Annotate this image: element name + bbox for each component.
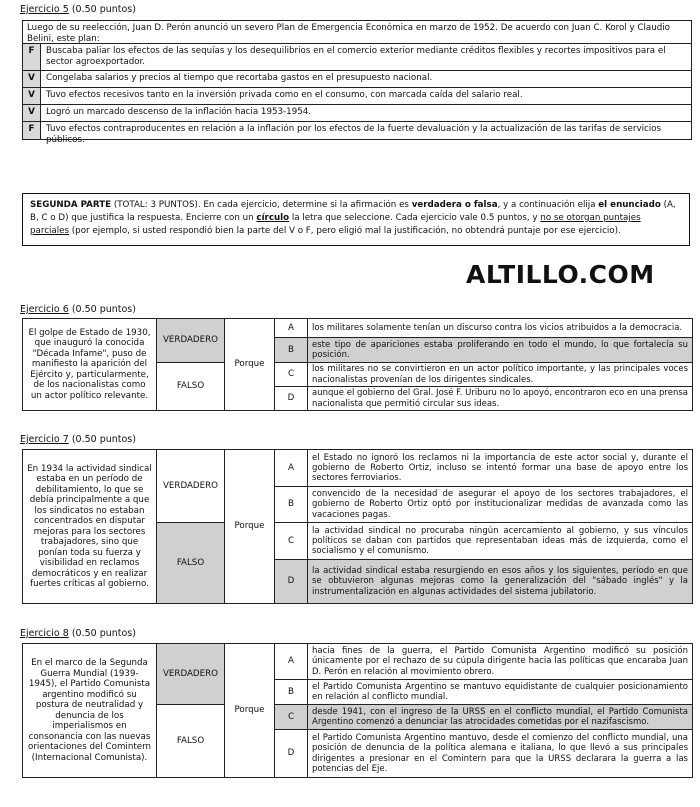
ex8-option-d: el Partido Comunista Argentino mantuvo, desde el comienzo del conflicto mundial, una posición de denuncia de la política alemana e italiana, lo que llevó a sus principales dirigentes a presionar en el Comintern para que la URSS declarara la guerra a las potencias del Eje. [308,730,693,778]
ex5-text: Buscaba paliar los efectos de las sequías y los desequilibrios en el comercio exterior mediante créditos flexibles y recortes impositivos para el sector agroexportador. [46,46,666,67]
falso-option[interactable]: FALSO [157,363,225,411]
ex5-row [23,71,691,88]
ex7-option-b: convencido de la necesidad de asegurar el apoyo de los sectores trabajadores, el gobierno de Roberto Ortiz optó por institucionalizar medidas de avanzada como las vacaciones pagas. [308,487,693,523]
ex5-row [23,105,691,122]
ex5-row [23,88,691,105]
ex5-text: Logró un marcado descenso de la inflación hacia 1953-1954. [46,107,312,117]
ex5-text: Congelaba salarios y precios al tiempo que recortaba gastos en el presupuesto nacional. [46,73,433,83]
letter-d[interactable]: D [275,560,308,604]
ex5-vf: F [23,122,41,139]
letter-b[interactable]: B [275,487,308,523]
ex5-text: Tuvo efectos contraproducentes en relación a la inflación por los efectos de la fuerte devaluación y la actualización de las tarifas de servicios públicos. [46,124,662,145]
watermark-logo: ALTILLO.COM [466,260,655,289]
ex5-text: Tuvo efectos recesivos tanto en la inversión privada como en el consumo, con marcada caída del salario real. [46,90,523,100]
letter-d[interactable]: D [275,730,308,778]
ex7-statement: En 1934 la actividad sindical estaba en un período de debilitamiento, lo que se debía principalmente a que los sindicatos no estaban concentrados en disputar mejoras para los sectores trabajadores, sino que ponían toda su fuerza y visibilidad en reclamos democráticos y en realizar fuertes críticas al gobierno. [23,450,157,604]
porque-label: Porque [225,450,275,604]
ex8-option-b: el Partido Comunista Argentino se mantuvo equidistante de cualquier posicionamiento en relación al conflicto mundial. [308,680,693,705]
ex5-title: Ejercicio 5 (0.50 puntos) [20,4,136,15]
letter-c[interactable]: C [275,705,308,730]
verdadero-option[interactable]: VERDADERO [157,450,225,523]
letter-a[interactable]: A [275,450,308,487]
ex5-box [22,20,692,145]
ex7-option-d: la actividad sindical estaba resurgiendo en esos años y los siguientes, período en que se obtuvieron algunas mejoras como la generalización del "sábado inglés" y la instrumentalización en algunas actividades del sistema jubilatorio. [308,560,693,604]
ex5-row [23,122,691,145]
ex5-intro: Luego de su reelección, Juan D. Perón anunció un severo Plan de Emergencia Económica en marzo de 1952. De acuerdo con Juan C. Korol y Claudio Belini, este plan: [23,21,691,44]
ex5-row [23,44,691,71]
falso-option[interactable]: FALSO [157,705,225,778]
instructions-box: SEGUNDA PARTE (TOTAL: 3 PUNTOS). En cada ejercicio, determine si la afirmación es verdadera o falsa, y a continuación elija el enunciado (A, B, C o D) que justifica la respuesta. Encierre con un círculo la letra que seleccione. Cada ejercicio vale 0.5 puntos, y no se otorgan puntajes parciales (por ejemplo, si usted respondió bien la parte del V o F, pero eligió mal la justificación, no obtendrá puntaje por ese ejercicio). [22,193,690,246]
ex5-vf: V [23,71,41,87]
letter-d[interactable]: D [275,387,308,411]
ex8-option-c: desde 1941, con el ingreso de la URSS en el conflicto mundial, el Partido Comunista Argentino comenzó a denunciar las atrocidades cometidas por el nazifascismo. [308,705,693,730]
ex6-table [22,318,693,411]
ex6-title: Ejercicio 6 (0.50 puntos) [20,304,136,315]
porque-label: Porque [225,644,275,778]
ex7-table [22,449,693,604]
letter-a[interactable]: A [275,644,308,680]
letter-b[interactable]: B [275,338,308,363]
ex7-title: Ejercicio 7 (0.50 puntos) [20,434,136,445]
ex5-vf: V [23,88,41,104]
ex8-title: Ejercicio 8 (0.50 puntos) [20,628,136,639]
ex5-vf: F [23,44,41,70]
ex5-vf: V [23,105,41,121]
ex6-option-d: aunque el gobierno del Gral. José F. Uriburu no lo apoyó, encontraron eco en una prensa nacionalista que permitió circular sus ideas. [308,387,693,411]
ex6-statement: El golpe de Estado de 1930, que inauguró la conocida "Década Infame", puso de manifiesto la aparición del Ejército y, particularmente, de los nacionalistas como un actor político relevante. [23,319,157,411]
verdadero-option[interactable]: VERDADERO [157,319,225,363]
porque-label: Porque [225,319,275,411]
ex6-option-a: los militares solamente tenían un discurso contra los vicios atribuidos a la democracia. [308,319,693,338]
ex8-statement: En el marco de la Segunda Guerra Mundial (1939-1945), el Partido Comunista argentino modificó su postura de neutralidad y denuncia de los imperialismos en consonancia con las nuevas orientaciones del Comintern (Internacional Comunista). [23,644,157,778]
ex8-option-a: hacia fines de la guerra, el Partido Comunista Argentino modificó su posición únicamente por el rechazo de su cúpula dirigente hacia las políticas que encaraba Juan D. Perón en relación al movimiento obrero. [308,644,693,680]
ex8-table [22,643,693,778]
letter-c[interactable]: C [275,363,308,387]
verdadero-option[interactable]: VERDADERO [157,644,225,705]
ex6-option-c: los militares no se convirtieron en un actor político importante, y las principales voces nacionalistas provenían de los dirigentes sindicales. [308,363,693,387]
letter-b[interactable]: B [275,680,308,705]
ex7-option-c: la actividad sindical no procuraba ningún acercamiento al gobierno, y sus vínculos políticos se daban con partidos que representaban ideas más de izquierda, como el socialismo y el comunismo. [308,523,693,560]
ex6-option-b: este tipo de apariciones estaba proliferando en todo el mundo, lo que fortalecía su posición. [308,338,693,363]
letter-c[interactable]: C [275,523,308,560]
ex7-option-a: el Estado no ignoró los reclamos ni la importancia de este actor social y, durante el gobierno de Roberto Ortiz, incluso se intentó formar una base de apoyo entre los sectores ferroviarios. [308,450,693,487]
falso-option[interactable]: FALSO [157,523,225,604]
letter-a[interactable]: A [275,319,308,338]
